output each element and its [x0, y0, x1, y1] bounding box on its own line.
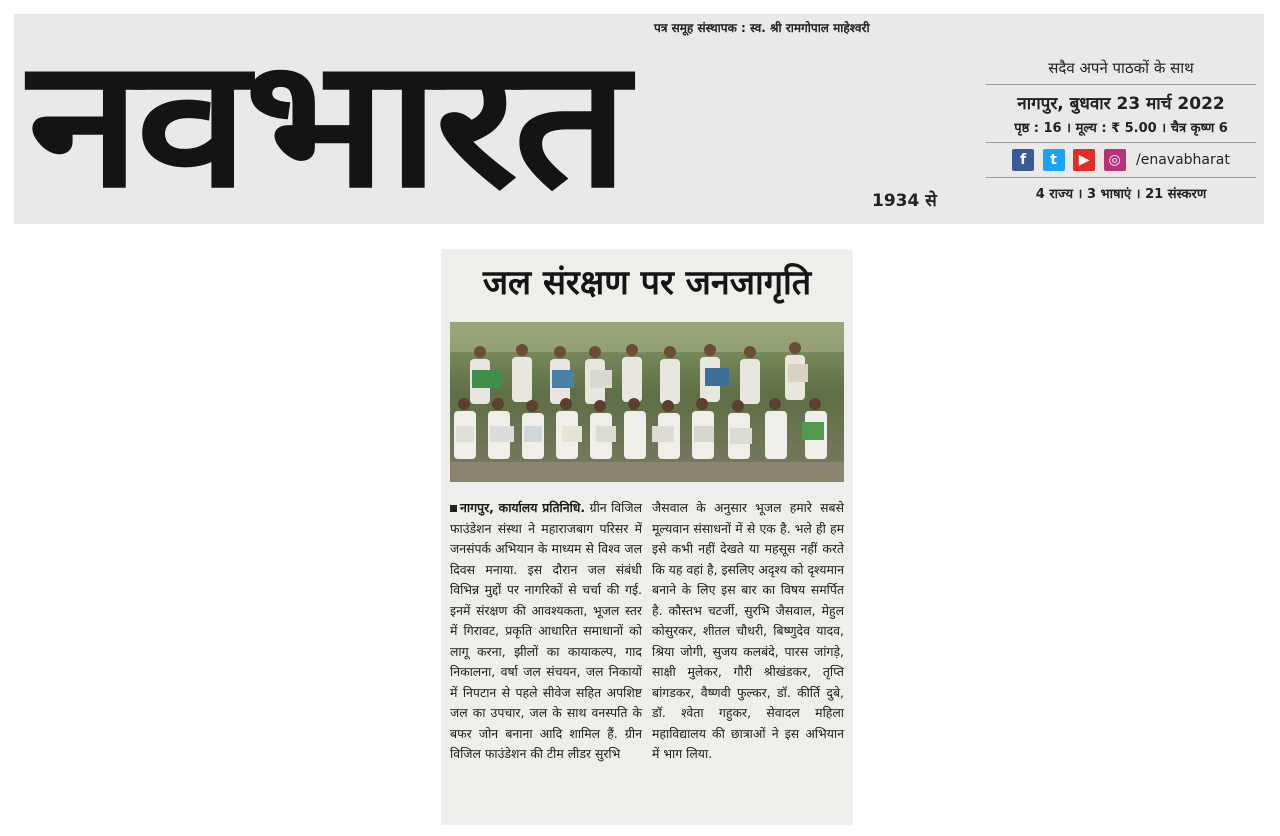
article-body [450, 498, 844, 765]
edition-dateline: नागपुर, बुधवार 23 मार्च 2022 [1017, 94, 1225, 114]
twitter-icon[interactable]: t [1043, 149, 1065, 171]
article-dateline: नागपुर, कार्यालय प्रतिनिधि. [460, 500, 586, 515]
social-links [986, 143, 1256, 178]
page-price-line: पृष्ठ : 16 । मूल्य : ₹ 5.00 । चैत्र कृष्ण 6 [986, 116, 1256, 143]
news-clipping [442, 250, 852, 824]
article-text-col2: जैसवाल के अनुसार भूजल हमारे सबसे मूल्यवान संसाधनों में से एक है. भले ही हम इसे कभी नहीं देखते या महसूस नहीं करते कि यह वहां है, इसलिए अदृश्य को दृश्यमान बनाने के लिए इस बार का विषय समर्पित है. कौस्तभ चटर्जी, सुरभि जैसवाल, मेहुल कोसुरकर, शीतल चौधरी, बिष्णुदेव यादव, श्रिया जोगी, सुजय कलबंदे, पारस जांगड़े, साक्षी मुलेकर, गौरी श्रीखंडकर, तृप्ति बांगडकर, वैष्णवी फुल्कर, डॉ. कीर्ति दुबे, डॉ. श्वेता गहुकर, सेवादल महिला महाविद्यालय की छात्राओं ने इस अभियान में भाग लिया. [652, 500, 844, 761]
since-year: 1934 से [872, 191, 937, 211]
group-photo-illustration [450, 322, 844, 482]
facebook-icon[interactable]: f [1012, 149, 1034, 171]
article-column-1 [450, 498, 642, 765]
article-text-col1: ग्रीन विजिल फाउंडेशन संस्था ने महाराजबाग परिसर में जनसंपर्क अभियान के माध्यम से विश्व जल दिवस मनाया. इस दौरान जल संबंधी विभिन्न मुद्दों पर नागरिकों से चर्चा की गई. इनमें संरक्षण की आवश्यकता, भूजल स्तर में गिरावट, प्रकृति आधारित समाधानों को लागू करना, झीलों का कायाकल्प, गाद निकालना, वर्षा जल संचयन, जल निकायों में निपटान से पहले सीवेज सहित अपशिष्ट जल का उपचार, जल के साथ वनस्पति के बफर जोन बनाना आदि शामिल हैं. ग्रीन विजिल फाउंडेशन की टीम लीडर सुरभि [450, 500, 642, 761]
editions-line: 4 राज्य । 3 भाषाएं । 21 संस्करण [1035, 187, 1207, 202]
tagline: सदैव अपने पाठकों के साथ [986, 54, 1256, 85]
bullet-icon [450, 505, 457, 512]
article-photo [450, 322, 844, 482]
masthead-info-panel [986, 54, 1256, 208]
article-headline: जल संरक्षण पर जनजागृति [482, 263, 812, 303]
youtube-icon[interactable]: ▶ [1073, 149, 1095, 171]
social-handle[interactable]: /enavabharat [1136, 152, 1230, 168]
instagram-icon[interactable]: ◎ [1104, 149, 1126, 171]
article-column-2 [652, 498, 844, 765]
founder-line: पत्र समूह संस्थापक : स्व. श्री रामगोपाल माहेश्वरी [654, 21, 870, 35]
newspaper-logo: नवभारत [28, 20, 625, 227]
masthead [14, 14, 1264, 227]
